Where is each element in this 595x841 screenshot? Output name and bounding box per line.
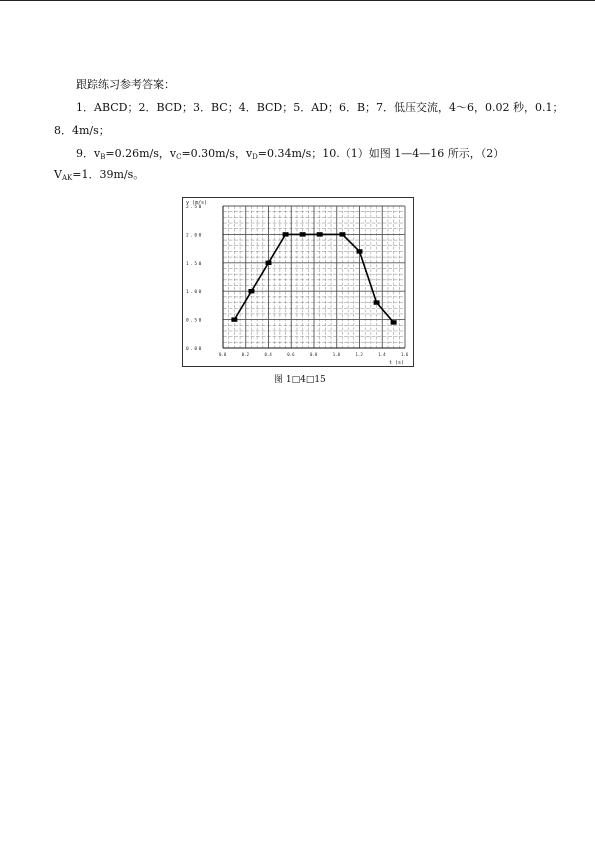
line4-rest: =1．39m/s。 <box>72 168 145 181</box>
velocity-time-chart <box>182 197 414 367</box>
data-point <box>283 232 289 236</box>
answers-line-2: 8．4m/s； <box>54 124 110 137</box>
sub-b: B <box>100 153 106 161</box>
y-tick-label: 0.00 <box>186 347 203 352</box>
y-tick-label: 2.00 <box>186 233 203 239</box>
x-tick-label: 0.0 <box>219 352 227 357</box>
data-point <box>317 232 323 236</box>
answers-heading: 跟踪练习参考答案： <box>76 78 175 91</box>
line3-prefix: 9．v <box>76 147 101 160</box>
y-tick-label: 2.50 <box>186 205 203 210</box>
y-tick-label: 0.50 <box>186 318 203 324</box>
data-point <box>248 289 254 293</box>
answers-line-3 <box>76 147 504 164</box>
x-tick-label: 0.4 <box>264 352 272 357</box>
sub-ak: AK <box>61 174 73 182</box>
data-point <box>357 249 363 253</box>
data-point <box>391 320 397 324</box>
chart-svg <box>183 198 413 366</box>
data-point <box>231 317 237 321</box>
sub-d: D <box>252 153 258 161</box>
x-tick-label: 0.8 <box>310 352 318 357</box>
y-tick-label: 1.50 <box>186 261 203 267</box>
sub-c: C <box>176 153 182 161</box>
data-point <box>374 300 380 304</box>
x-tick-label: 0.6 <box>287 352 295 357</box>
line3-part-d: =0.34m/s；10.（1）如图 1—4—16 所示，（2） <box>257 147 505 160</box>
y-tick-label: 1.00 <box>186 290 203 296</box>
x-tick-label: 0.2 <box>241 352 249 357</box>
line3-part-c: =0.30m/s，v <box>181 147 253 160</box>
x-tick-label: 1.2 <box>355 352 363 357</box>
x-axis-label: t (s) <box>389 360 405 366</box>
data-point <box>300 232 306 236</box>
x-tick-label: 1.6 <box>401 352 409 357</box>
top-rule <box>0 0 595 1</box>
line3-part-b: =0.26m/s，v <box>105 147 177 160</box>
answers-line-4 <box>54 168 144 185</box>
x-tick-label: 1.4 <box>378 352 386 357</box>
data-point <box>339 232 345 236</box>
data-point <box>266 261 272 265</box>
y-axis-label: v (m/s) <box>186 200 208 206</box>
figure-caption: 图 1□4□15 <box>274 375 326 385</box>
line4-prefix: V <box>54 168 62 181</box>
x-tick-label: 1.0 <box>332 352 340 357</box>
answers-line-1: 1．ABCD；2．BCD；3．BC；4．BCD；5．AD；6．B；7．低压交流，4～6，0.02 秒，0.1； <box>76 101 564 114</box>
